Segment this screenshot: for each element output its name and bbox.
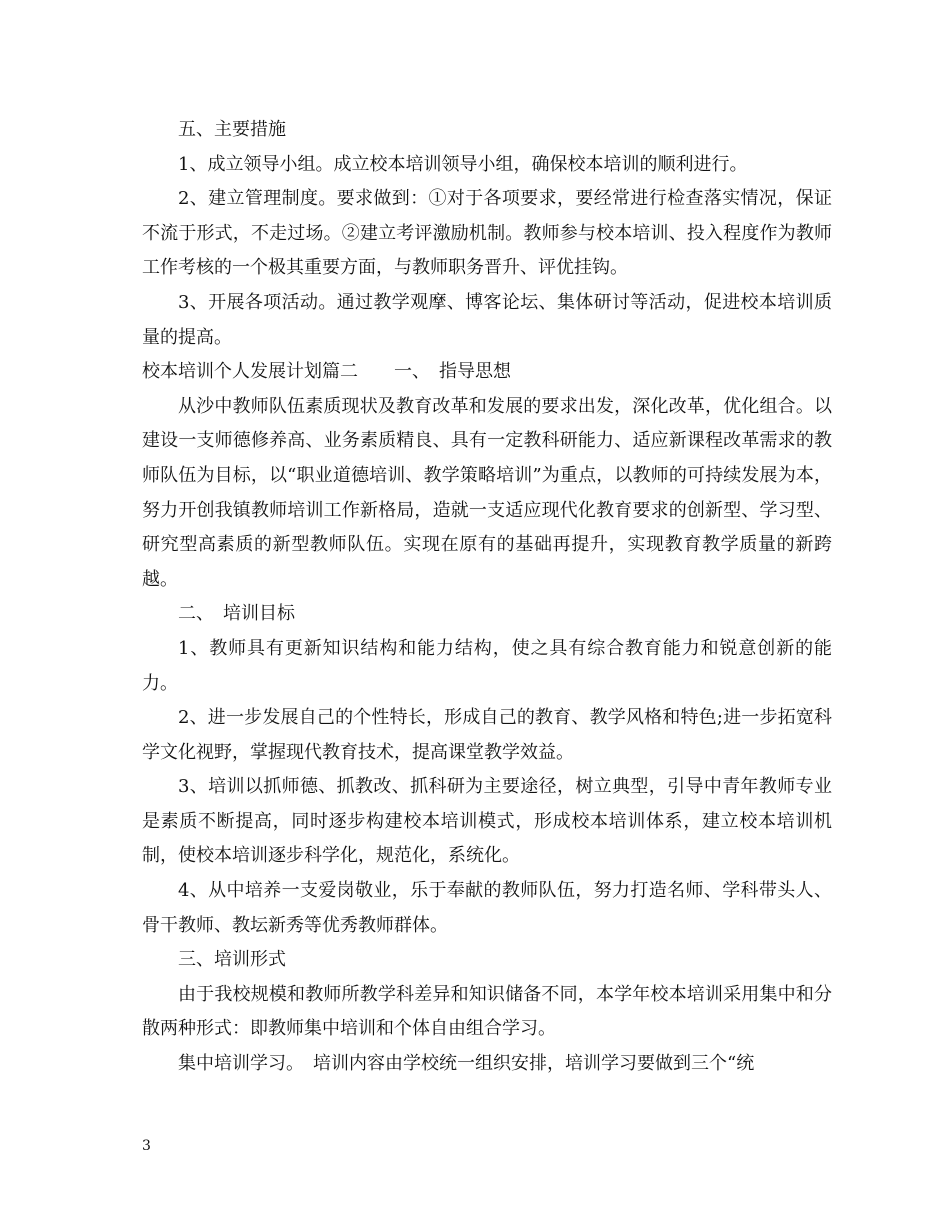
- paragraph: 2、进一步发展自己的个性特长，形成自己的教育、教学风格和特色;进一步拓宽科学文化视野，掌握现代教育技术，提高课堂教学效益。: [142, 707, 832, 763]
- paragraph: 集中培训学习。 培训内容由学校统一组织安排，培训学习要做到三个“统: [178, 1053, 755, 1075]
- section-heading-5: 五、主要措施: [178, 119, 286, 140]
- paragraph: 由于我校规模和教师所教学科差异和知识储备不同，本学年校本培训采用集中和分散两种形式：即教师集中培训和个体自由组合学习。: [142, 983, 832, 1040]
- paragraph: 3、开展各项活动。通过教学观摩、博客论坛、集体研讨等活动，促进校本培训质量的提高。: [142, 291, 832, 348]
- paragraph: 4、从中培养一支爱岗敬业，乐于奉献的教师队伍，努力打造名师、学科带头人、骨干教师、教坛新秀等优秀教师群体。: [142, 880, 832, 936]
- paragraph: 1、成立领导小组。成立校本培训领导小组，确保校本培训的顺利进行。: [178, 153, 748, 175]
- paragraph: 3、培训以抓师德、抓教改、抓科研为主要途径，树立典型，引导中青年教师专业是素质不断提高，同时逐步构建校本培训模式，形成校本培训体系，建立校本培训机制，使校本培训逐步科学化，规范化，系统化。: [142, 776, 832, 867]
- section-heading-2: 二、 培训目标: [178, 603, 295, 625]
- page-number: 3: [142, 1138, 151, 1154]
- article-heading: 校本培训个人发展计划篇二 一、 指导思想: [142, 361, 511, 383]
- paragraph: 2、建立管理制度。要求做到：①对于各项要求，要经常进行检查落实情况，保证不流于形式，不走过场。②建立考评激励机制。教师参与校本培训、投入程度作为教师工作考核的一个极其重要方面，与教师职务晋升、评优挂钩。: [142, 188, 832, 279]
- paragraph: 从沙中教师队伍素质现状及教育改革和发展的要求出发，深化改革，优化组合。以建设一支师德修养高、业务素质精良、具有一定教科研能力、适应新课程改革需求的教师队伍为目标，以“职业道德培训、教学策略培训”为重点，以教师的可持续发展为本，努力开创我镇教师培训工作新格局，造就一支适应现代化教育要求的创新型、学习型、研究型高素质的新型教师队伍。实现在原有的基础再提升，实现教育教学质量的新跨越。: [142, 395, 832, 590]
- paragraph: 1、教师具有更新知识结构和能力结构，使之具有综合教育能力和锐意创新的能力。: [142, 637, 832, 694]
- section-heading-3: 三、培训形式: [178, 949, 286, 971]
- document-body: [142, 113, 832, 1082]
